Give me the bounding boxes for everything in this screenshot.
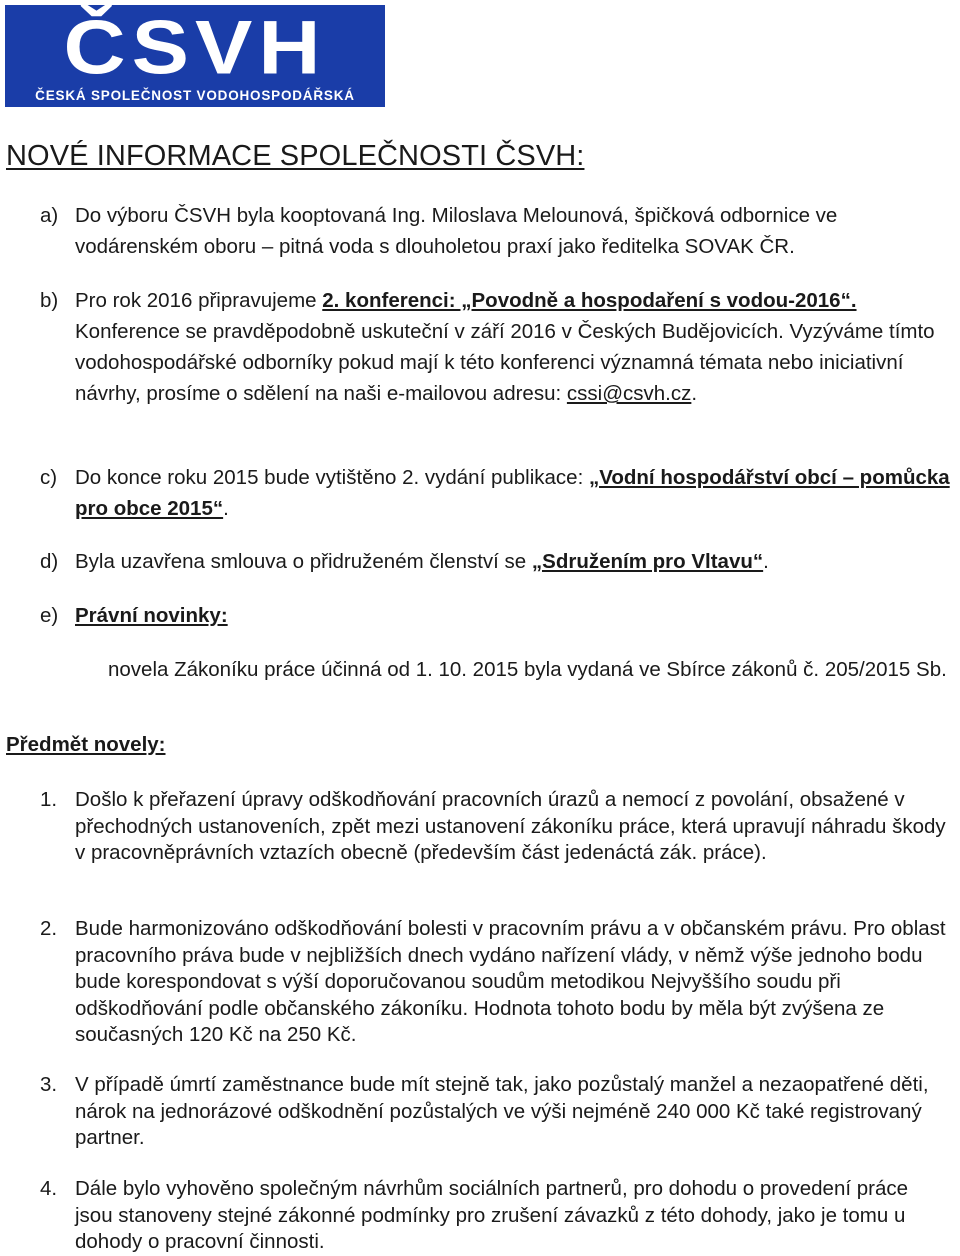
item-text-part: . xyxy=(691,382,698,405)
item-text-part: Do konce roku 2015 bude vytištěno 2. vydání publikace: xyxy=(75,466,589,489)
item-label: e) xyxy=(40,604,59,627)
item-text-part: . xyxy=(763,550,769,573)
logo-letters: ČSVH xyxy=(63,6,327,91)
item-text-part: Byla uzavřena smlouva o přidruženém členství se xyxy=(75,550,532,573)
item-text-part: Konference se pravděpodobně uskuteční v září 2016 v Českých Budějovicích. Vyzýváme tímto vodohospodářské odborníky pokud mají k této konferenci významná témata nebo iniciativní návrhy, prosíme o sdělení na naši e-mailovou adresu: xyxy=(75,320,935,405)
point-number: 4. xyxy=(40,1177,58,1200)
point-number: 2. xyxy=(40,917,58,940)
list-item-c xyxy=(40,462,954,524)
publication-name: „Vodní hospodářství obcí – pomůcka pro obce 2015“ xyxy=(75,466,950,520)
csvh-logo xyxy=(5,5,385,107)
item-label: d) xyxy=(40,550,59,573)
list-item-a xyxy=(40,200,954,262)
item-text-part: . xyxy=(223,497,229,520)
item-text xyxy=(75,546,954,577)
list-item-d xyxy=(40,546,954,577)
amendment-paragraph: novela Zákoníku práce účinná od 1. 10. 2015 byla vydaná ve Sbírce zákonů č. 205/2015 Sb. xyxy=(108,658,947,681)
point-number: 1. xyxy=(40,788,58,811)
email-link[interactable]: cssi@csvh.cz xyxy=(566,382,692,405)
list-item-b xyxy=(40,285,954,409)
page-title: NOVÉ INFORMACE SPOLEČNOSTI ČSVH: xyxy=(6,140,585,172)
numbered-point-4 xyxy=(40,1176,950,1256)
numbered-point-1 xyxy=(40,787,950,867)
point-text: Bude harmonizováno odškodňování bolesti v pracovním právu a v občanském právu. Pro oblast pracovního práva bude v nejbližších dnech vydáno nařízení vlády, v němž výše jednoho bodu bude korespondovat s výší doporučovanou soudům metodikou Nejvyššího soudu při odškodňování podle občanského zákoníku. Hodnota tohoto bodu by měla být zvýšena ze současných 120 Kč na 250 Kč. xyxy=(75,917,946,1046)
item-label: a) xyxy=(40,204,59,227)
numbered-point-2 xyxy=(40,916,950,1049)
logo-tagline: ČESKÁ SPOLEČNOST VODOHOSPODÁŘSKÁ xyxy=(35,88,355,103)
numbered-point-3 xyxy=(40,1072,950,1152)
item-text xyxy=(75,285,954,409)
amendment-subject-heading: Předmět novely: xyxy=(6,733,166,756)
item-text xyxy=(75,462,954,524)
point-text: Došlo k přeřazení úpravy odškodňování pracovních úrazů a nemocí z povolání, obsažené v přechodných ustanoveních, zpět mezi ustanovení zákoníku práce, která upravují náhradu škody v pracovněprávních vztazích obecně (především část jedenáctá zák. práce). xyxy=(75,788,946,864)
csvh-logo-graphic xyxy=(5,5,385,107)
point-text: V případě úmrtí zaměstnance bude mít stejně tak, jako pozůstalý manžel a nezaopatřené děti, nárok na jednorázové odškodnění pozůstalých ve výši nejméně 240 000 Kč také registrovaný partner. xyxy=(75,1073,929,1149)
conference-name: 2. konferenci: „Povodně a hospodaření s vodou-2016“. xyxy=(322,289,857,312)
list-item-e xyxy=(40,600,954,631)
item-text-part: Pro rok 2016 připravujeme xyxy=(75,289,323,312)
item-label: c) xyxy=(40,466,58,489)
point-text: Dále bylo vyhověno společným návrhům sociálních partnerů, pro dohodu o provedení práce jsou stanoveny stejné zákonné podmínky pro zrušení závazků z této dohody, jako je tomu u dohody o pracovní činnosti. xyxy=(75,1177,909,1253)
item-text: Do výboru ČSVH byla kooptovaná Ing. Miloslava Melounová, špičková odbornice ve vodárenském oboru – pitná voda s dlouholetou praxí jako ředitelka SOVAK ČR. xyxy=(75,204,838,258)
item-label: b) xyxy=(40,289,59,312)
association-name: „Sdružením pro Vltavu“ xyxy=(531,550,764,573)
point-number: 3. xyxy=(40,1073,58,1096)
legal-news-heading: Právní novinky: xyxy=(75,604,228,627)
